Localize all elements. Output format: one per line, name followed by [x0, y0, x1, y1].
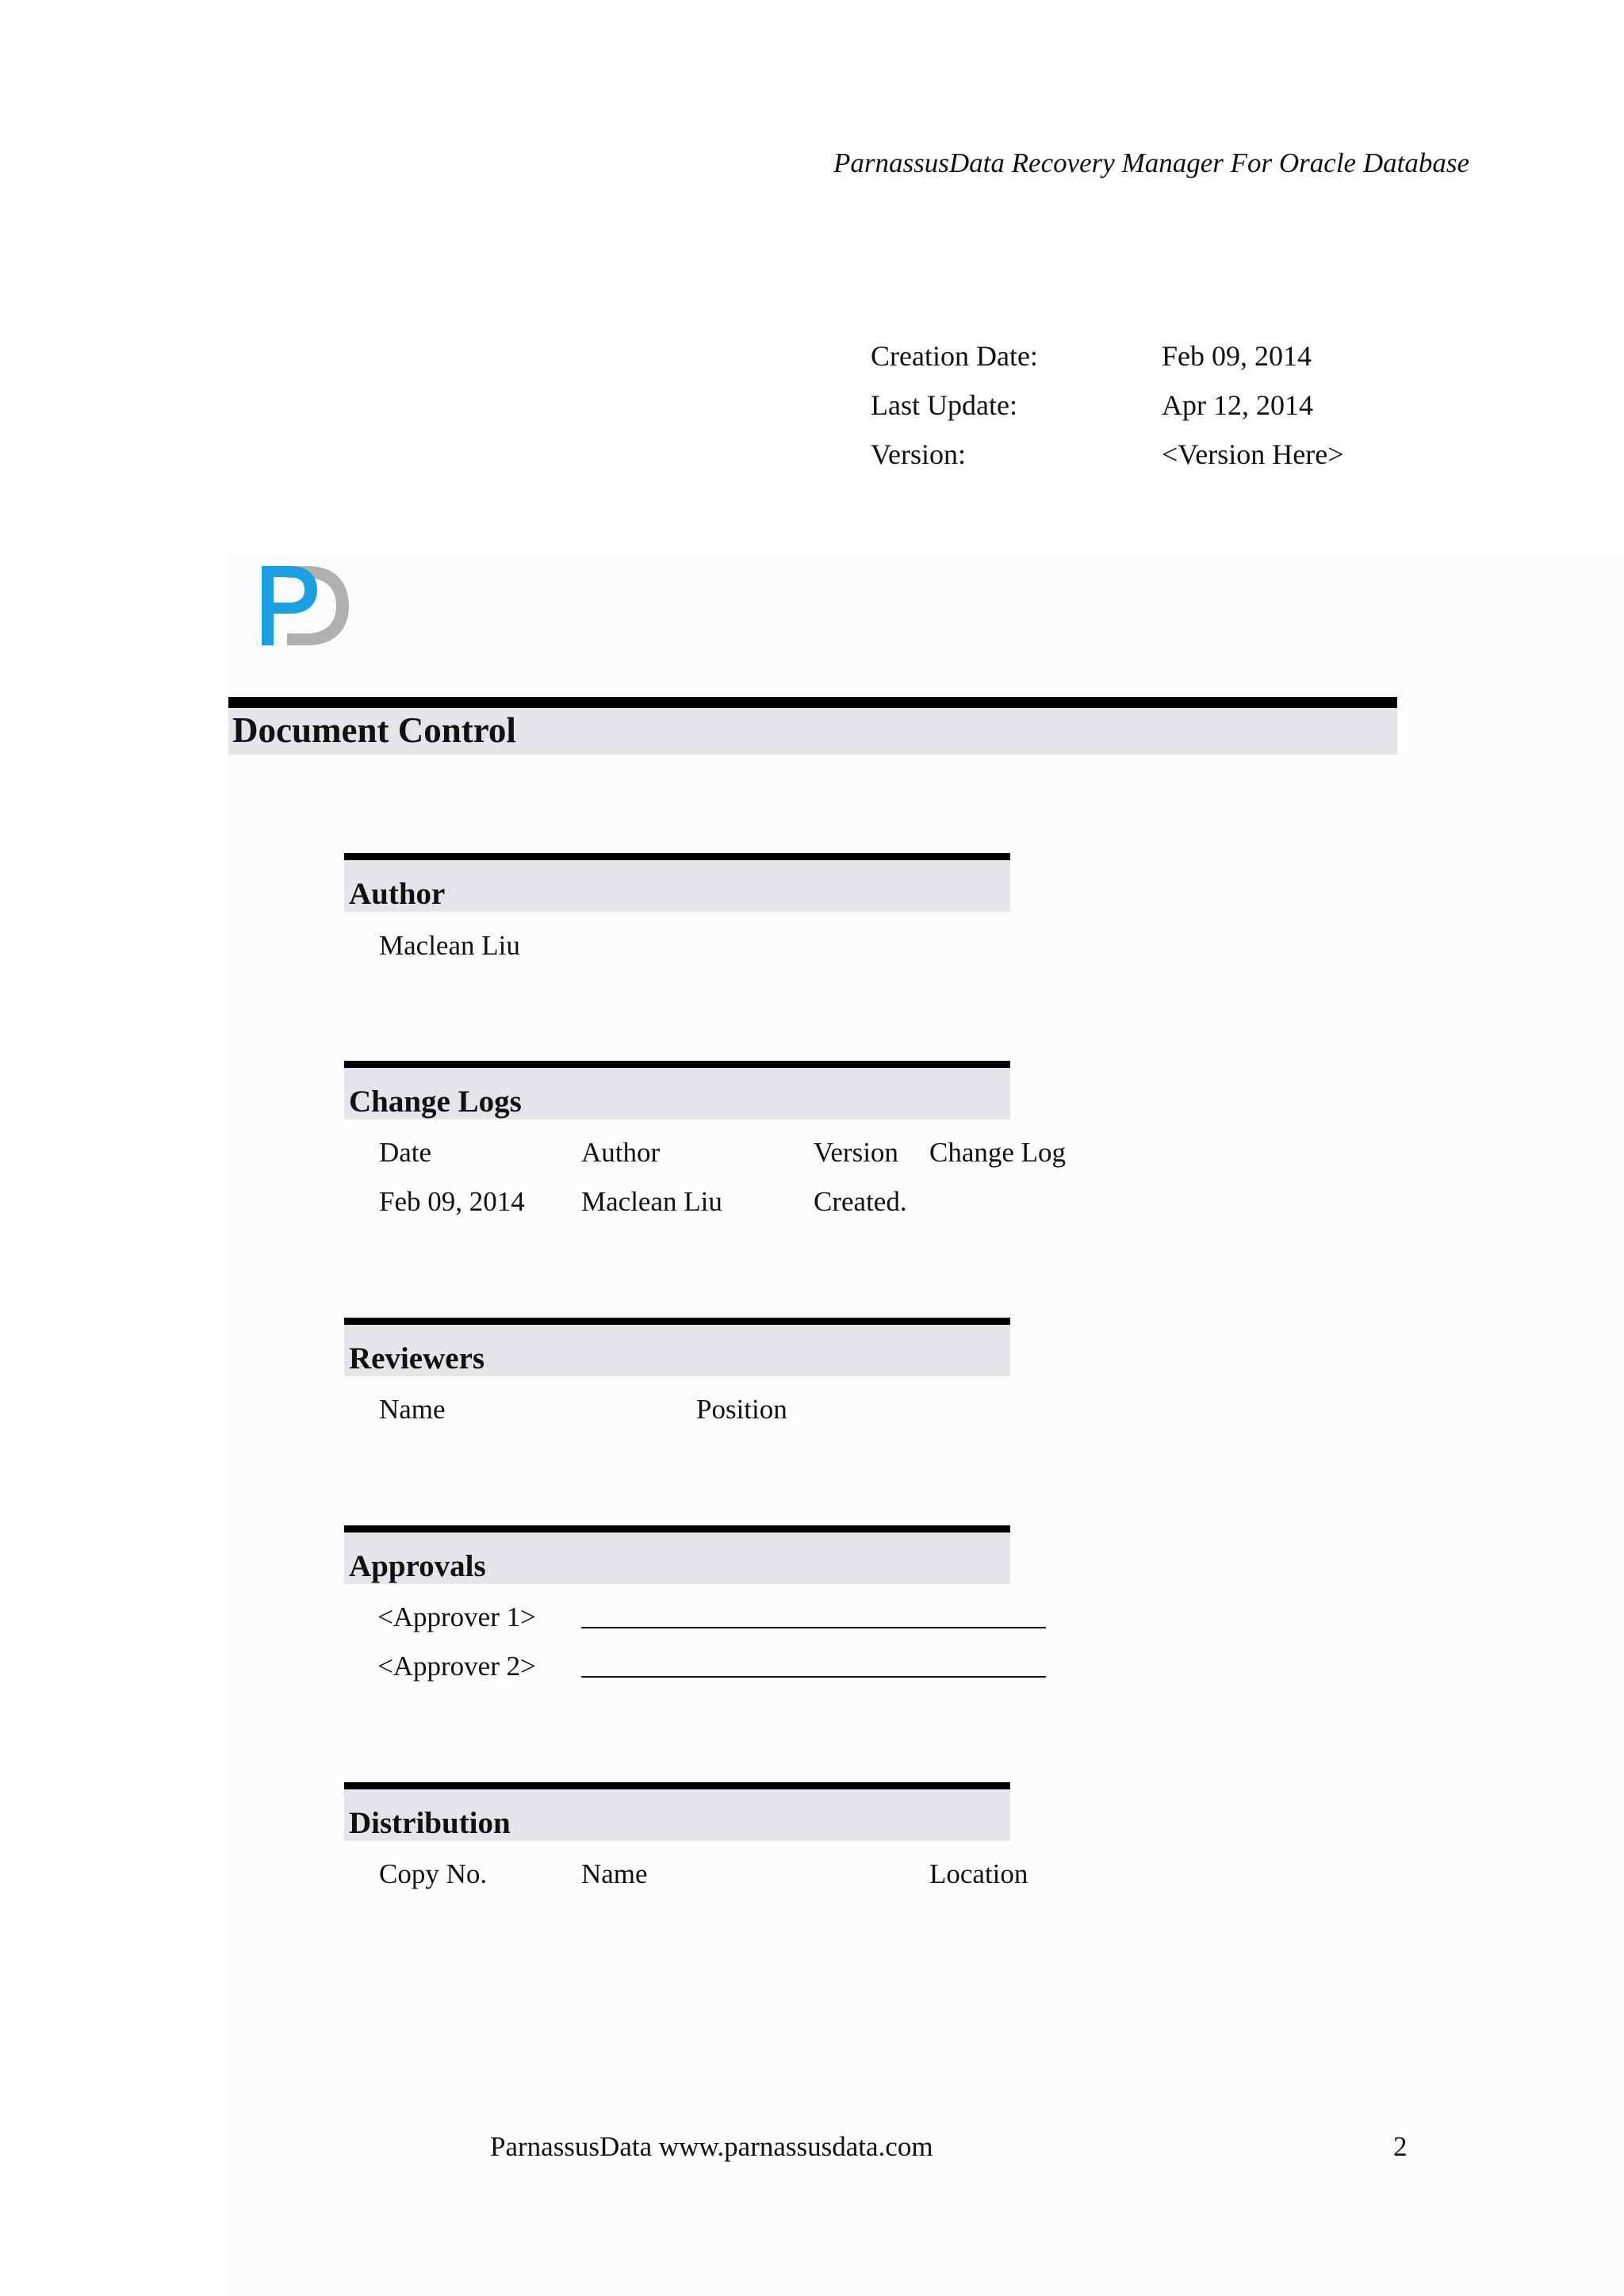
- reviewers-col-name: Name: [379, 1394, 446, 1425]
- last-update-row: [871, 381, 1344, 430]
- row-version: Created.: [814, 1186, 907, 1217]
- reviewers-col-position: Position: [696, 1394, 787, 1425]
- page-background: [228, 555, 1624, 2296]
- version-value: <Version Here>: [1162, 438, 1344, 470]
- version-label: Version:: [871, 438, 966, 470]
- distribution-col-location: Location: [929, 1858, 1028, 1889]
- running-header: ParnassusData Recovery Manager For Oracle Database: [833, 147, 1469, 178]
- creation-date-value: Feb 09, 2014: [1162, 340, 1312, 372]
- approvals-heading: Approvals: [344, 1525, 1010, 1584]
- footer-text: ParnassusData www.parnassusdata.com: [490, 2131, 933, 2162]
- author-heading: Author: [344, 853, 1010, 912]
- version-row: [871, 430, 1344, 479]
- approver-1-label: <Approver 1>: [377, 1601, 536, 1632]
- row-date: Feb 09, 2014: [379, 1186, 525, 1217]
- parnassusdata-logo-icon: [259, 561, 354, 650]
- approver-2-label: <Approver 2>: [377, 1651, 536, 1682]
- col-version: Version: [814, 1137, 898, 1168]
- last-update-label: Last Update:: [871, 389, 1017, 421]
- change-logs-heading: Change Logs: [344, 1061, 1010, 1119]
- creation-date-row: [871, 331, 1344, 381]
- approver-2-signature-line: [581, 1676, 1046, 1678]
- creation-date-label: Creation Date:: [871, 340, 1038, 372]
- row-author: Maclean Liu: [581, 1186, 722, 1217]
- col-date: Date: [379, 1137, 432, 1168]
- reviewers-heading: Reviewers: [344, 1318, 1010, 1376]
- document-control-heading: Document Control: [228, 697, 1397, 755]
- last-update-value: Apr 12, 2014: [1162, 389, 1313, 421]
- distribution-heading: Distribution: [344, 1782, 1010, 1841]
- author-name: Maclean Liu: [379, 930, 520, 961]
- distribution-col-copy-no: Copy No.: [379, 1858, 488, 1889]
- distribution-col-name: Name: [581, 1858, 648, 1889]
- page-number: 2: [1393, 2131, 1408, 2162]
- col-change-log: Change Log: [929, 1137, 1067, 1168]
- document-meta: [871, 331, 1344, 479]
- approver-1-signature-line: [581, 1627, 1046, 1628]
- col-author: Author: [581, 1137, 661, 1168]
